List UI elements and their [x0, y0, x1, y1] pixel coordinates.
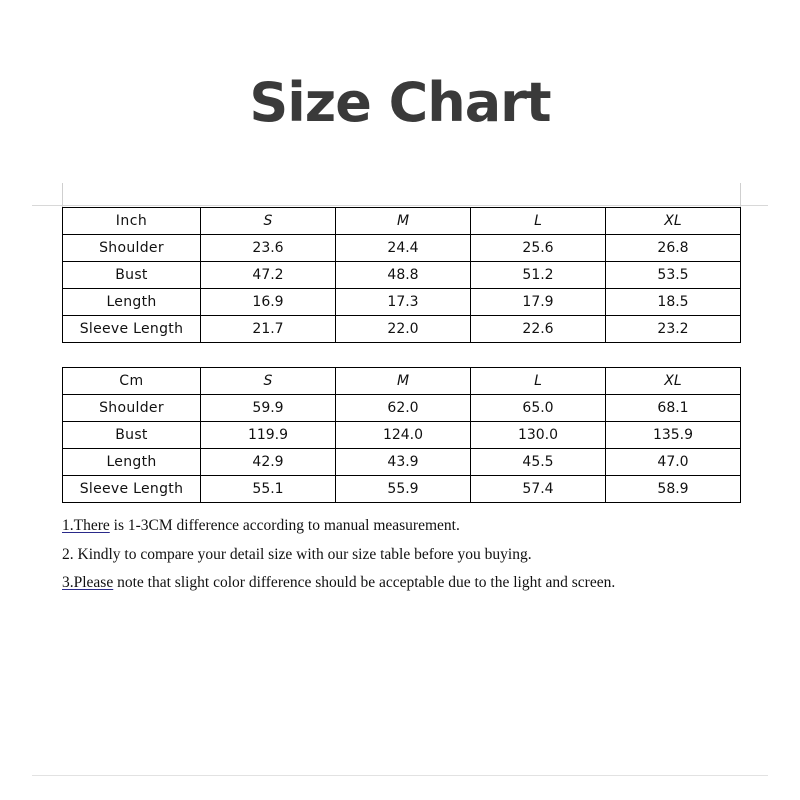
row-label-length: Length [63, 289, 201, 316]
size-header-s: S [201, 368, 336, 395]
size-table-inch [62, 207, 741, 343]
row-label-sleeve-length: Sleeve Length [63, 476, 201, 503]
table-row [63, 316, 741, 343]
cell-cm-shoulder-xl: 68.1 [606, 395, 741, 422]
cell-inch-sleeve-m: 22.0 [336, 316, 471, 343]
note-text: is 1-3CM difference according to manual measurement. [109, 517, 460, 534]
notes-list [62, 518, 762, 604]
size-header-m: M [336, 368, 471, 395]
note-item [62, 575, 762, 591]
size-table-cm [62, 367, 741, 503]
note-item [62, 518, 762, 534]
cell-cm-bust-xl: 135.9 [606, 422, 741, 449]
row-label-bust: Bust [63, 422, 201, 449]
table-row [63, 476, 741, 503]
cell-inch-length-l: 17.9 [471, 289, 606, 316]
cell-inch-length-xl: 18.5 [606, 289, 741, 316]
cell-cm-length-l: 45.5 [471, 449, 606, 476]
cell-cm-length-xl: 47.0 [606, 449, 741, 476]
size-header-l: L [471, 208, 606, 235]
cell-inch-bust-s: 47.2 [201, 262, 336, 289]
cell-inch-length-m: 17.3 [336, 289, 471, 316]
cell-inch-bust-l: 51.2 [471, 262, 606, 289]
size-header-s: S [201, 208, 336, 235]
note-text: note that slight color difference should be acceptable due to the light and screen. [113, 574, 616, 591]
cell-cm-sleeve-xl: 58.9 [606, 476, 741, 503]
cell-inch-sleeve-s: 21.7 [201, 316, 336, 343]
cell-cm-shoulder-l: 65.0 [471, 395, 606, 422]
cell-cm-bust-m: 124.0 [336, 422, 471, 449]
cell-inch-bust-m: 48.8 [336, 262, 471, 289]
table-header-row [63, 208, 741, 235]
cell-inch-shoulder-m: 24.4 [336, 235, 471, 262]
tables-container [62, 207, 740, 503]
cell-cm-sleeve-s: 55.1 [201, 476, 336, 503]
unit-header-cm: Cm [63, 368, 201, 395]
page-title: Size Chart [249, 71, 551, 134]
cell-inch-shoulder-l: 25.6 [471, 235, 606, 262]
cell-inch-shoulder-xl: 26.8 [606, 235, 741, 262]
table-row [63, 395, 741, 422]
left-tick-mark [62, 183, 63, 207]
table-header-row [63, 368, 741, 395]
cell-cm-bust-l: 130.0 [471, 422, 606, 449]
row-label-shoulder: Shoulder [63, 395, 201, 422]
cell-inch-sleeve-xl: 23.2 [606, 316, 741, 343]
size-header-m: M [336, 208, 471, 235]
cell-inch-length-s: 16.9 [201, 289, 336, 316]
note-text: 2. Kindly to compare your detail size with our size table before you buying. [62, 545, 532, 563]
table-row [63, 235, 741, 262]
note-underlined-text: 1.There [62, 517, 110, 534]
bottom-divider [32, 775, 768, 776]
table-spacer [62, 343, 740, 367]
cell-inch-shoulder-s: 23.6 [201, 235, 336, 262]
table-row [63, 289, 741, 316]
cell-cm-shoulder-m: 62.0 [336, 395, 471, 422]
top-divider [32, 205, 768, 206]
cell-inch-sleeve-l: 22.6 [471, 316, 606, 343]
cell-cm-bust-s: 119.9 [201, 422, 336, 449]
cell-cm-length-s: 42.9 [201, 449, 336, 476]
cell-cm-length-m: 43.9 [336, 449, 471, 476]
size-header-l: L [471, 368, 606, 395]
note-underlined-text: 3.Please [62, 574, 114, 591]
right-tick-mark [740, 183, 741, 207]
table-row [63, 449, 741, 476]
size-header-xl: XL [606, 208, 741, 235]
cell-cm-sleeve-m: 55.9 [336, 476, 471, 503]
unit-header-inch: Inch [63, 208, 201, 235]
cell-cm-sleeve-l: 57.4 [471, 476, 606, 503]
table-row [63, 422, 741, 449]
table-row [63, 262, 741, 289]
cell-inch-bust-xl: 53.5 [606, 262, 741, 289]
size-header-xl: XL [606, 368, 741, 395]
row-label-sleeve-length: Sleeve Length [63, 316, 201, 343]
row-label-length: Length [63, 449, 201, 476]
row-label-bust: Bust [63, 262, 201, 289]
row-label-shoulder: Shoulder [63, 235, 201, 262]
cell-cm-shoulder-s: 59.9 [201, 395, 336, 422]
note-item [62, 547, 762, 563]
